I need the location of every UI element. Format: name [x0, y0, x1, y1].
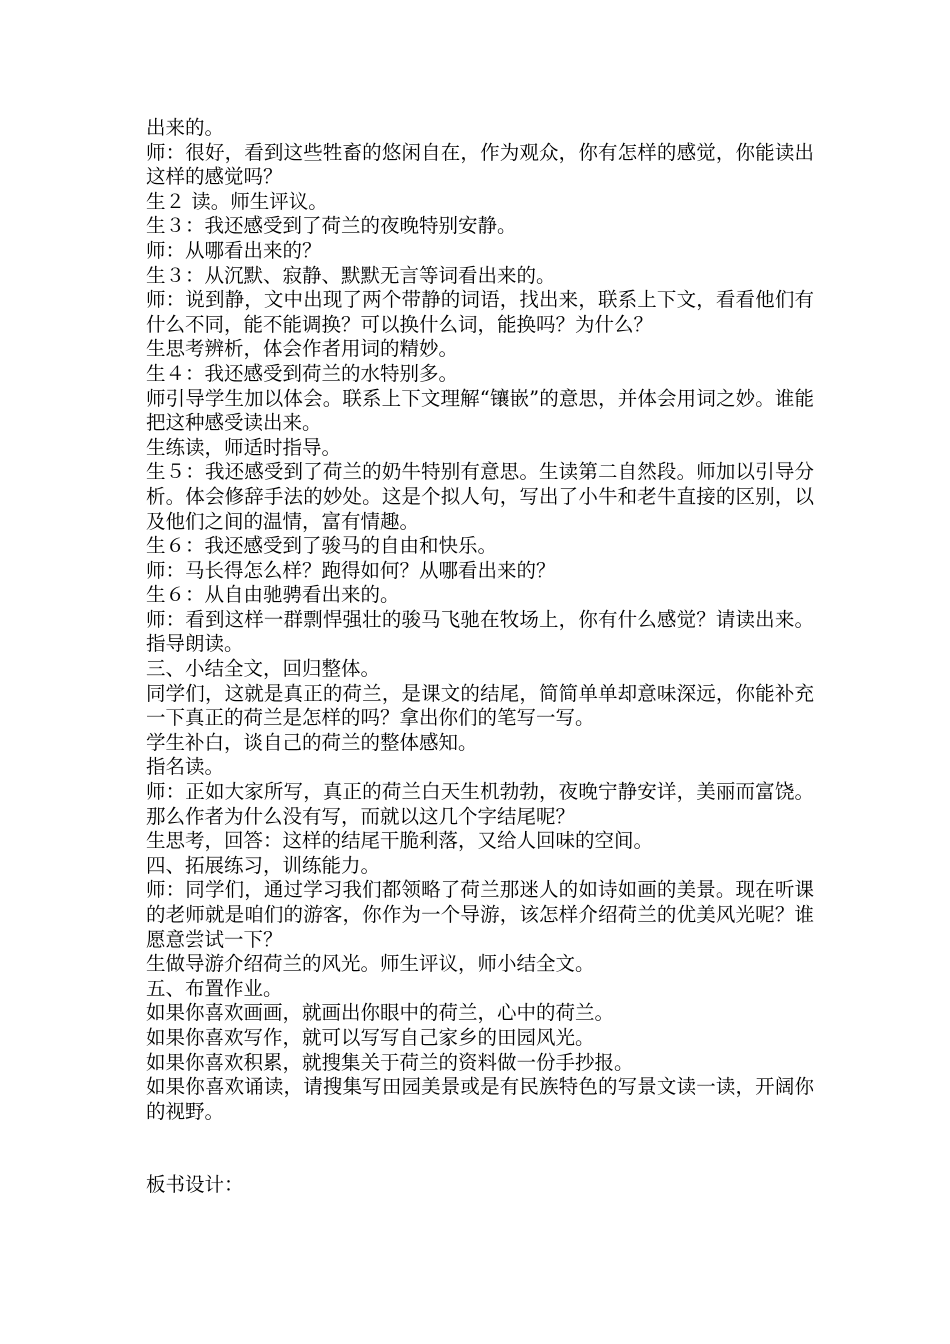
paragraph: 师：很好，看到这些牲畜的悠闲自在，作为观众，你有怎样的感觉，你能读出这样的感觉吗？ [146, 140, 814, 189]
section-heading: 四、拓展练习，训练能力。 [146, 853, 381, 877]
paragraph: 如果你喜欢积累，就搜集关于荷兰的资料做一份手抄报。 [146, 1050, 634, 1074]
paragraph: 如果你喜欢写作，就可以写写自己家乡的田园风光。 [146, 1025, 595, 1049]
paragraph: 生思考辨析，体会作者用词的精妙。 [146, 337, 459, 361]
blank-line [146, 1124, 814, 1173]
paragraph: 生４：我还感受到荷兰的水特别多。 [146, 361, 459, 385]
paragraph: 生６：从自由驰骋看出来的。 [146, 583, 400, 607]
paragraph: 生３：我还感受到了荷兰的夜晚特别安静。 [146, 214, 517, 238]
paragraph: 师：正如大家所写，真正的荷兰白天生机勃勃，夜晚宁静安详，美丽而富饶。那么作者为什么没有写，而就以这几个字结尾呢？ [146, 780, 814, 828]
document-body [146, 116, 814, 1198]
paragraph: 指名读。 [146, 755, 225, 779]
paragraph: 生３：从沉默、寂静、默默无言等词看出来的。 [146, 263, 556, 287]
paragraph: 同学们，这就是真正的荷兰，是课文的结尾，简简单单却意味深远，你能补充一下真正的荷兰是怎样的吗？拿出你们的笔写一写。 [146, 681, 814, 730]
paragraph: 生２ 读。师生评议。 [146, 189, 328, 213]
paragraph: 生５：我还感受到了荷兰的奶牛特别有意思。生读第二自然段。师加以引导分析。体会修辞手法的妙处。这是个拟人句，写出了小牛和老牛直接的区别，以及他们之间的温情，富有情趣。 [146, 460, 814, 533]
paragraph: 生做导游介绍荷兰的风光。师生评议，师小结全文。 [146, 952, 595, 976]
board-design-label: 板书设计： [146, 1173, 244, 1197]
paragraph: 师：马长得怎么样？跑得如何？从哪看出来的？ [146, 558, 556, 582]
paragraph: 学生补白，谈自己的荷兰的整体感知。 [146, 730, 478, 754]
paragraph: 生练读，师适时指导。 [146, 435, 342, 459]
paragraph: 师：看到这样一群剽悍强壮的骏马飞驰在牧场上，你有什么感觉？请读出来。指导朗读。 [146, 607, 814, 656]
paragraph: 出来的。 [146, 116, 225, 139]
paragraph: 如果你喜欢画画，就画出你眼中的荷兰，心中的荷兰。 [146, 1001, 615, 1025]
paragraph: 师：说到静，文中出现了两个带静的词语，找出来，联系上下文，看看他们有什么不同，能不能调换？可以换什么词，能换吗？为什么？ [146, 288, 814, 336]
paragraph: 生思考，回答：这样的结尾干脆利落，又给人回味的空间。 [146, 829, 654, 853]
paragraph: 如果你喜欢诵读，请搜集写田园美景或是有民族特色的写景文读一读，开阔你的视野。 [146, 1075, 814, 1123]
section-heading: 五、布置作业。 [146, 976, 283, 1000]
paragraph: 师：同学们，通过学习我们都领略了荷兰那迷人的如诗如画的美景。现在听课的老师就是咱们的游客，你作为一个导游，该怎样介绍荷兰的优美风光呢？谁愿意尝试一下？ [146, 878, 814, 951]
paragraph: 生６：我还感受到了骏马的自由和快乐。 [146, 534, 498, 558]
section-heading: 三、小结全文，回归整体。 [146, 657, 381, 681]
paragraph: 师引导学生加以体会。联系上下文理解“镶嵌”的意思，并体会用词之妙。谁能把这种感受读出来。 [146, 386, 814, 435]
paragraph: 师：从哪看出来的？ [146, 238, 322, 262]
